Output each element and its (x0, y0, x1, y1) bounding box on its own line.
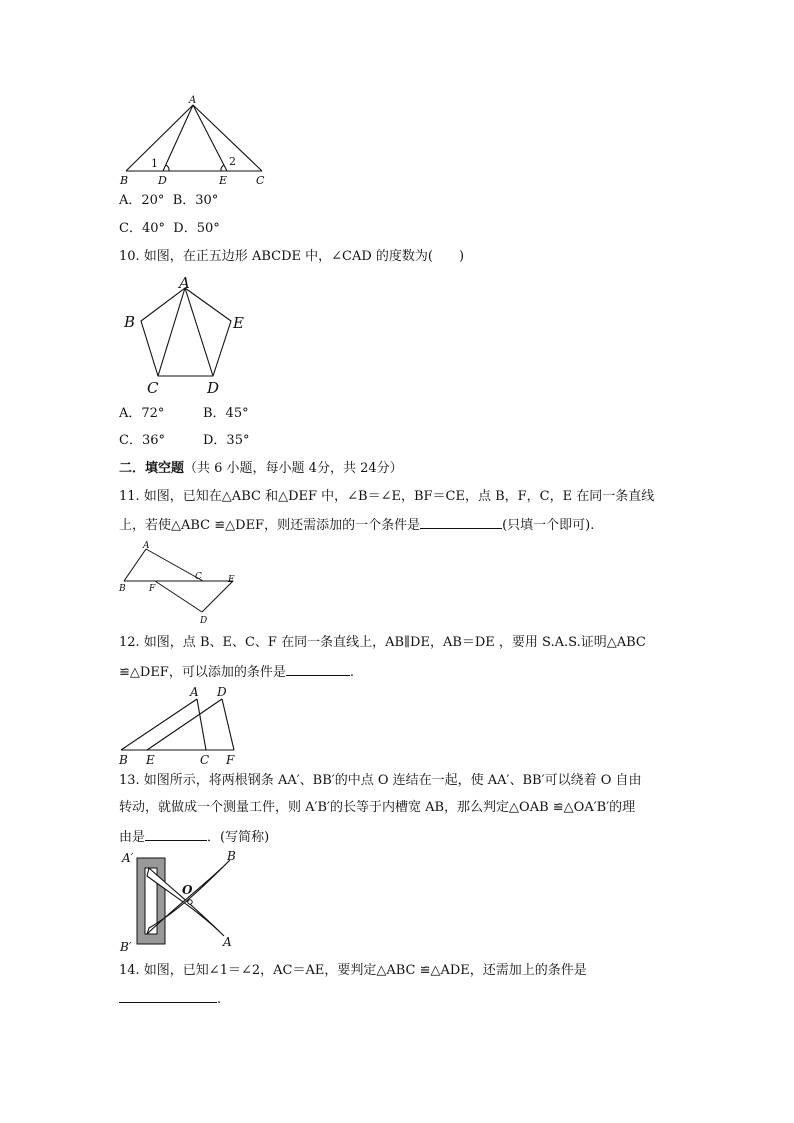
pentagon-label-A: A (179, 274, 190, 292)
q11-line2: 上，若使△ABC ≌△DEF，则还需添加的一个条件是 (只填一个即可). (119, 514, 594, 535)
pentagon-label-C: C (147, 379, 159, 397)
q13-label-O: O (182, 883, 193, 897)
q9-option-c: C．40° (119, 221, 165, 236)
q9-option-b: B．30° (172, 193, 219, 208)
q13-label-A: A (223, 935, 232, 949)
q13-label-B: B (227, 849, 236, 863)
q9-option-a: A．20° (119, 193, 165, 208)
pentagon-figure-q10 (118, 272, 258, 398)
q12-label-F: F (226, 753, 235, 767)
q12-label-D: D (217, 685, 227, 699)
q10-option-a: A．72° (119, 406, 165, 421)
q13-line2: 转动，就做成一个测量工件，则 A′B′的长等于内槽宽 AB，那么判定△OAB ≌△OA′B′的理 (119, 800, 636, 815)
q12-line2: ≌△DEF，可以添加的条件是 . (119, 661, 354, 682)
q14-answer-blank[interactable] (119, 988, 217, 1003)
q13-line3: 由是 ．(写简称) (119, 826, 269, 847)
q10-options-row2 (119, 432, 249, 450)
label-E: E (219, 174, 228, 187)
label-angle-2: 2 (229, 155, 236, 168)
q14-line1: 14. 如图，已知∠1＝∠2，AC＝AE，要判定△ABC ≌△ADE，还需加上的条件是 (119, 963, 587, 978)
q10-options-row1 (119, 405, 249, 423)
label-angle-1: 1 (151, 157, 158, 170)
q11-label-E: E (228, 575, 235, 585)
triangles-figure-q12 (114, 684, 244, 768)
label-C: C (256, 174, 265, 187)
q10-option-d: D．35° (203, 433, 250, 448)
q11-label-F: F (149, 584, 156, 594)
q12-label-B: B (119, 753, 128, 767)
q9-options-row2 (119, 220, 220, 238)
section-title: 二．填空题 (119, 461, 185, 476)
label-B: B (120, 174, 129, 187)
q11-answer-blank[interactable] (420, 514, 502, 529)
q11-label-C: C (195, 572, 202, 582)
q13-line1: 13. 如图所示，将两根钢条 AA′、BB′的中点 O 连结在一起，使 AA′、BB′可以绕着 O 自由 (119, 773, 642, 788)
q10-option-b: B．45° (203, 406, 249, 421)
section-note: （共 6 小题，每小题 4分，共 24分） (184, 461, 403, 476)
measuring-tool-figure-q13 (116, 848, 246, 958)
q12-label-C: C (200, 753, 210, 767)
q12-line1: 12. 如图，点 B、E、C、F 在同一条直线上，AB∥DE，AB＝DE ，要用 S.A.S.证明△ABC (119, 635, 646, 650)
section-heading (119, 460, 403, 478)
triangle-figure-q9 (110, 92, 280, 188)
q14-line2: . (119, 988, 221, 1009)
q10-option-c: C．36° (119, 433, 165, 448)
pentagon-label-E: E (233, 314, 244, 332)
q9-options-row1 (119, 192, 218, 210)
q13-label-A-prime: A′ (122, 851, 134, 865)
q10-stem: 10. 如图，在正五边形 ABCDE 中，∠CAD 的度数为( ) (119, 249, 465, 264)
q11-line1: 11. 如图，已知在△ABC 和△DEF 中，∠B＝∠E，BF＝CE，点 B，F，C，E 在同一条直线 (119, 489, 655, 504)
q12-label-A: A (190, 685, 199, 699)
label-D: D (158, 174, 167, 187)
pentagon-label-D: D (207, 379, 220, 397)
q11-label-B: B (119, 584, 126, 594)
label-A: A (189, 95, 197, 106)
q12-label-E: E (146, 753, 155, 767)
q13-label-B-prime: B′ (120, 940, 132, 954)
pentagon-label-B: B (124, 313, 136, 331)
q12-answer-blank[interactable] (286, 661, 350, 676)
q13-answer-blank[interactable] (145, 826, 207, 841)
q9-option-d: D．50° (173, 221, 220, 236)
q11-label-D: D (200, 616, 208, 626)
q11-label-A: A (143, 541, 150, 551)
triangles-figure-q11 (116, 538, 246, 628)
